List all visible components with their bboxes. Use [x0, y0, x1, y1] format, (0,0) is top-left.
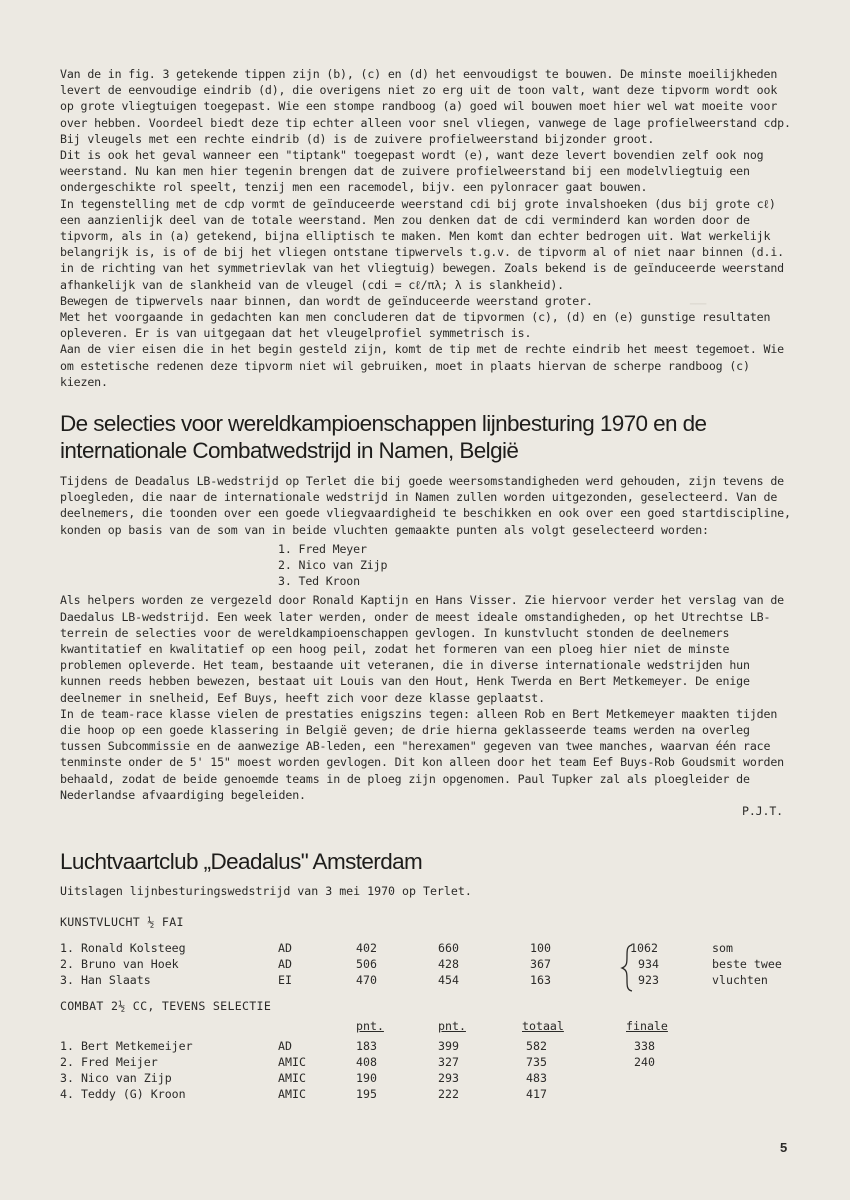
- value-cell: 428: [438, 957, 459, 971]
- paragraph: Tijdens de Deadalus LB-wedstrijd op Terlet die bij goede weersomstandigheden werd gehouden, zijn tevens de ploegleden, die naar de internationale wedstrijd in Namen zullen worden uitgezonden, geselecteerd. Van de deelnemers, die toonden over een goede vliegvaardigheid te beschikken en ook over een goed startdiscipline, konden op basis van de som van in beide vluchten gemaakte punten als volgt geselecteerd worden:: [60, 474, 791, 537]
- article-tipvormen: [60, 66, 795, 390]
- combat-title: COMBAT 2½ CC, TEVENS SELECTIE: [60, 999, 272, 1013]
- paragraph: In tegenstelling met de cdp vormt de geïnduceerde weerstand cdi bij grote invalshoeken (dus bij grote cℓ) een aanzienlijk deel van de totale weerstand. Men zou denken dat de cdi verminderd kan worden door de tipvorm, als in (a) getekend, bijna elliptisch te maken. Men komt dan echter bedrogen uit. Wat werkelijk belangrijk is, is of de bij het vliegen ontstane tipwervels t.g.v. de tipvorm al of niet naar binnen (d.i. in de richting van het symmetrievlak van het vliegtuig) bewegen. Zoals bekend is de geïnduceerde weerstand afhankelijk van de slankheid van de vleugel (cdi = cℓ/πλ; λ is slankheid).: [60, 196, 784, 292]
- curly-brace-icon: [620, 944, 638, 992]
- value-cell: 293: [438, 1071, 459, 1085]
- paragraph: Aan de vier eisen die in het begin gesteld zijn, komt de tip met de rechte eindrib het meest tegemoet. Wie om estetische redenen deze tipvorm niet wil gebruiken, moet in plaats hiervan de scherpe randboog (c) kiezen.: [60, 342, 784, 389]
- list-item: 3. Ted Kroon: [278, 574, 360, 589]
- table-row: [60, 1071, 800, 1087]
- table-header: [60, 1019, 800, 1035]
- paragraph: Van de in fig. 3 getekende tippen zijn (b), (c) en (d) het eenvoudigst te bouwen. De minste moeilijkheden levert de eenvoudige eindrib (d), die overigens niet zo erg uit de toon valt, want deze tipvorm wordt ook op grote vliegtuigen toegepast. Wie een stompe randboog (a) goed wil bouwen moet hier wel wat moeite voor over hebben. Voordeel biedt deze tip echter alleen voor snel vliegen, vanwege de lage profielweerstand cdp. Bij vleugels met een rechte eindrib (d) is de zuivere profielweerstand bijzonder groot.: [60, 67, 791, 146]
- value-cell: 470: [356, 973, 377, 987]
- value-cell: 454: [438, 973, 459, 987]
- name-cell: 2. Fred Meijer: [60, 1055, 158, 1069]
- table-row: [60, 1087, 800, 1103]
- name-cell: 1. Bert Metkemeijer: [60, 1039, 193, 1053]
- value-cell: 327: [438, 1055, 459, 1069]
- selected-riders-list: [278, 541, 795, 590]
- total-cell: 923: [638, 973, 659, 987]
- results-section: [60, 884, 800, 1103]
- value-cell: 195: [356, 1087, 377, 1101]
- club-cell: AD: [278, 941, 292, 955]
- list-item: 1. Fred Meyer: [278, 541, 367, 556]
- name-cell: 4. Teddy (G) Kroon: [60, 1087, 186, 1101]
- name-cell: 3. Han Slaats: [60, 973, 151, 987]
- name-cell: 2. Bruno van Hoek: [60, 957, 179, 971]
- paragraph: Dit is ook het geval wanneer een "tiptank" toegepast wordt (e), want deze levert bovendien zelf ook nog weerstand. Nu kan men hier tegenin brengen dat de zuivere profielweerstand bij een modelvliegtuig een ondergeschikte rol speelt, tenzij men een racemodel, bijv. een pylonracer gaat bouwen.: [60, 148, 764, 195]
- author-signature: P.J.T.: [742, 804, 783, 819]
- note-line: beste twee: [712, 957, 782, 971]
- value-cell: 399: [438, 1039, 459, 1053]
- paragraph: Bewegen de tipwervels naar binnen, dan wordt de geïnduceerde weerstand groter.: [60, 293, 593, 308]
- value-cell: 183: [356, 1039, 377, 1053]
- heading-selecties: De selecties voor wereldkampioenschappen lijnbesturing 1970 en de internationale Combatwedstrijd in Namen, België: [60, 411, 707, 463]
- table-row: [60, 957, 800, 973]
- value-cell: 408: [356, 1055, 377, 1069]
- total-cell: 1062: [630, 941, 658, 955]
- paragraph: Met het voorgaande in gedachten kan men concluderen dat de tipvormen (c), (d) en (e) gunstige resultaten opleveren. Er is van uitgegaan dat het vleugelprofiel symmetrisch is.: [60, 310, 771, 341]
- note-line: vluchten: [712, 973, 768, 987]
- value-cell: 506: [356, 957, 377, 971]
- article-selecties: [60, 473, 795, 819]
- value-cell: 402: [356, 941, 377, 955]
- total-cell: 934: [638, 957, 659, 971]
- value-cell: 222: [438, 1087, 459, 1101]
- column-header: pnt.: [438, 1019, 466, 1033]
- table-row: [60, 1055, 800, 1071]
- club-cell: EI: [278, 973, 292, 987]
- value-cell: 163: [530, 973, 551, 987]
- paragraph: Als helpers worden ze vergezeld door Ronald Kaptijn en Hans Visser. Zie hiervoor verder het verslag van de Daedalus LB-wedstrijd. Een week later werden, onder de meest ideale omstandigheden, op het Utrechtse LB-terrein de selecties voor de wereldkampioenschappen gevlogen. In kunstvlucht stonden de deelnemers kwantitatief en kwalitatief op een hoog peil, zodat het formeren van een ploeg hier niet de minste problemen opleverde. Het team, bestaande uit veteranen, die in diverse internationale wedstrijden hun kunnen reeds hebben bewezen, bestaat uit Louis van den Hout, Henk Twerda en Bert Metkemeyer. De enige deelnemer in snelheid, Eef Buys, heeft zich voor deze klasse geplaatst.: [60, 593, 784, 705]
- table-row: [60, 1039, 800, 1055]
- bleed-through-mark: ───: [690, 300, 707, 310]
- club-cell: AMIC: [278, 1055, 306, 1069]
- value-cell: 660: [438, 941, 459, 955]
- value-cell: 367: [530, 957, 551, 971]
- total-cell: 735: [526, 1055, 547, 1069]
- table-row: [60, 973, 800, 989]
- club-cell: AD: [278, 1039, 292, 1053]
- total-cell: 582: [526, 1039, 547, 1053]
- value-cell: 190: [356, 1071, 377, 1085]
- club-cell: AMIC: [278, 1087, 306, 1101]
- name-cell: 3. Nico van Zijp: [60, 1071, 172, 1085]
- club-cell: AD: [278, 957, 292, 971]
- results-subtitle: Uitslagen lijnbesturingswedstrijd van 3 mei 1970 op Terlet.: [60, 884, 472, 898]
- final-cell: 240: [634, 1055, 655, 1069]
- column-header: finale: [626, 1019, 668, 1033]
- final-cell: 338: [634, 1039, 655, 1053]
- column-header: totaal: [522, 1019, 564, 1033]
- column-header: pnt.: [356, 1019, 384, 1033]
- page-number: 5: [780, 1140, 788, 1155]
- heading-deadalus: Luchtvaartclub „Deadalus" Amsterdam: [60, 849, 423, 874]
- name-cell: 1. Ronald Kolsteeg: [60, 941, 186, 955]
- paragraph: In de team-race klasse vielen de prestaties enigszins tegen: alleen Rob en Bert Metkemeyer maakten tijden die hoop op een goede klassering in België geven; de drie hierna geklasseerde teams werden na overleg tussen Subcommissie en de aanwezige AB-leden, een "herexamen" gegeven van twee manches, waarvan één race tenminste onder de 5' 15" moest worden gevlogen. Dit kon alleen door het team Eef Buys-Rob Goudsmit worden behaald, zodat de beide genoemde teams in de ploeg zijn opgenomen. Paul Tupker zal als ploegleider de Nederlandse afvaardiging begeleiden.: [60, 706, 784, 802]
- club-cell: AMIC: [278, 1071, 306, 1085]
- total-cell: 417: [526, 1087, 547, 1101]
- table-row: [60, 941, 800, 957]
- list-item: 2. Nico van Zijp: [278, 558, 388, 573]
- kunstvlucht-title: KUNSTVLUCHT ½ FAI: [60, 915, 184, 929]
- note-line: som: [712, 941, 733, 955]
- total-cell: 483: [526, 1071, 547, 1085]
- value-cell: 100: [530, 941, 551, 955]
